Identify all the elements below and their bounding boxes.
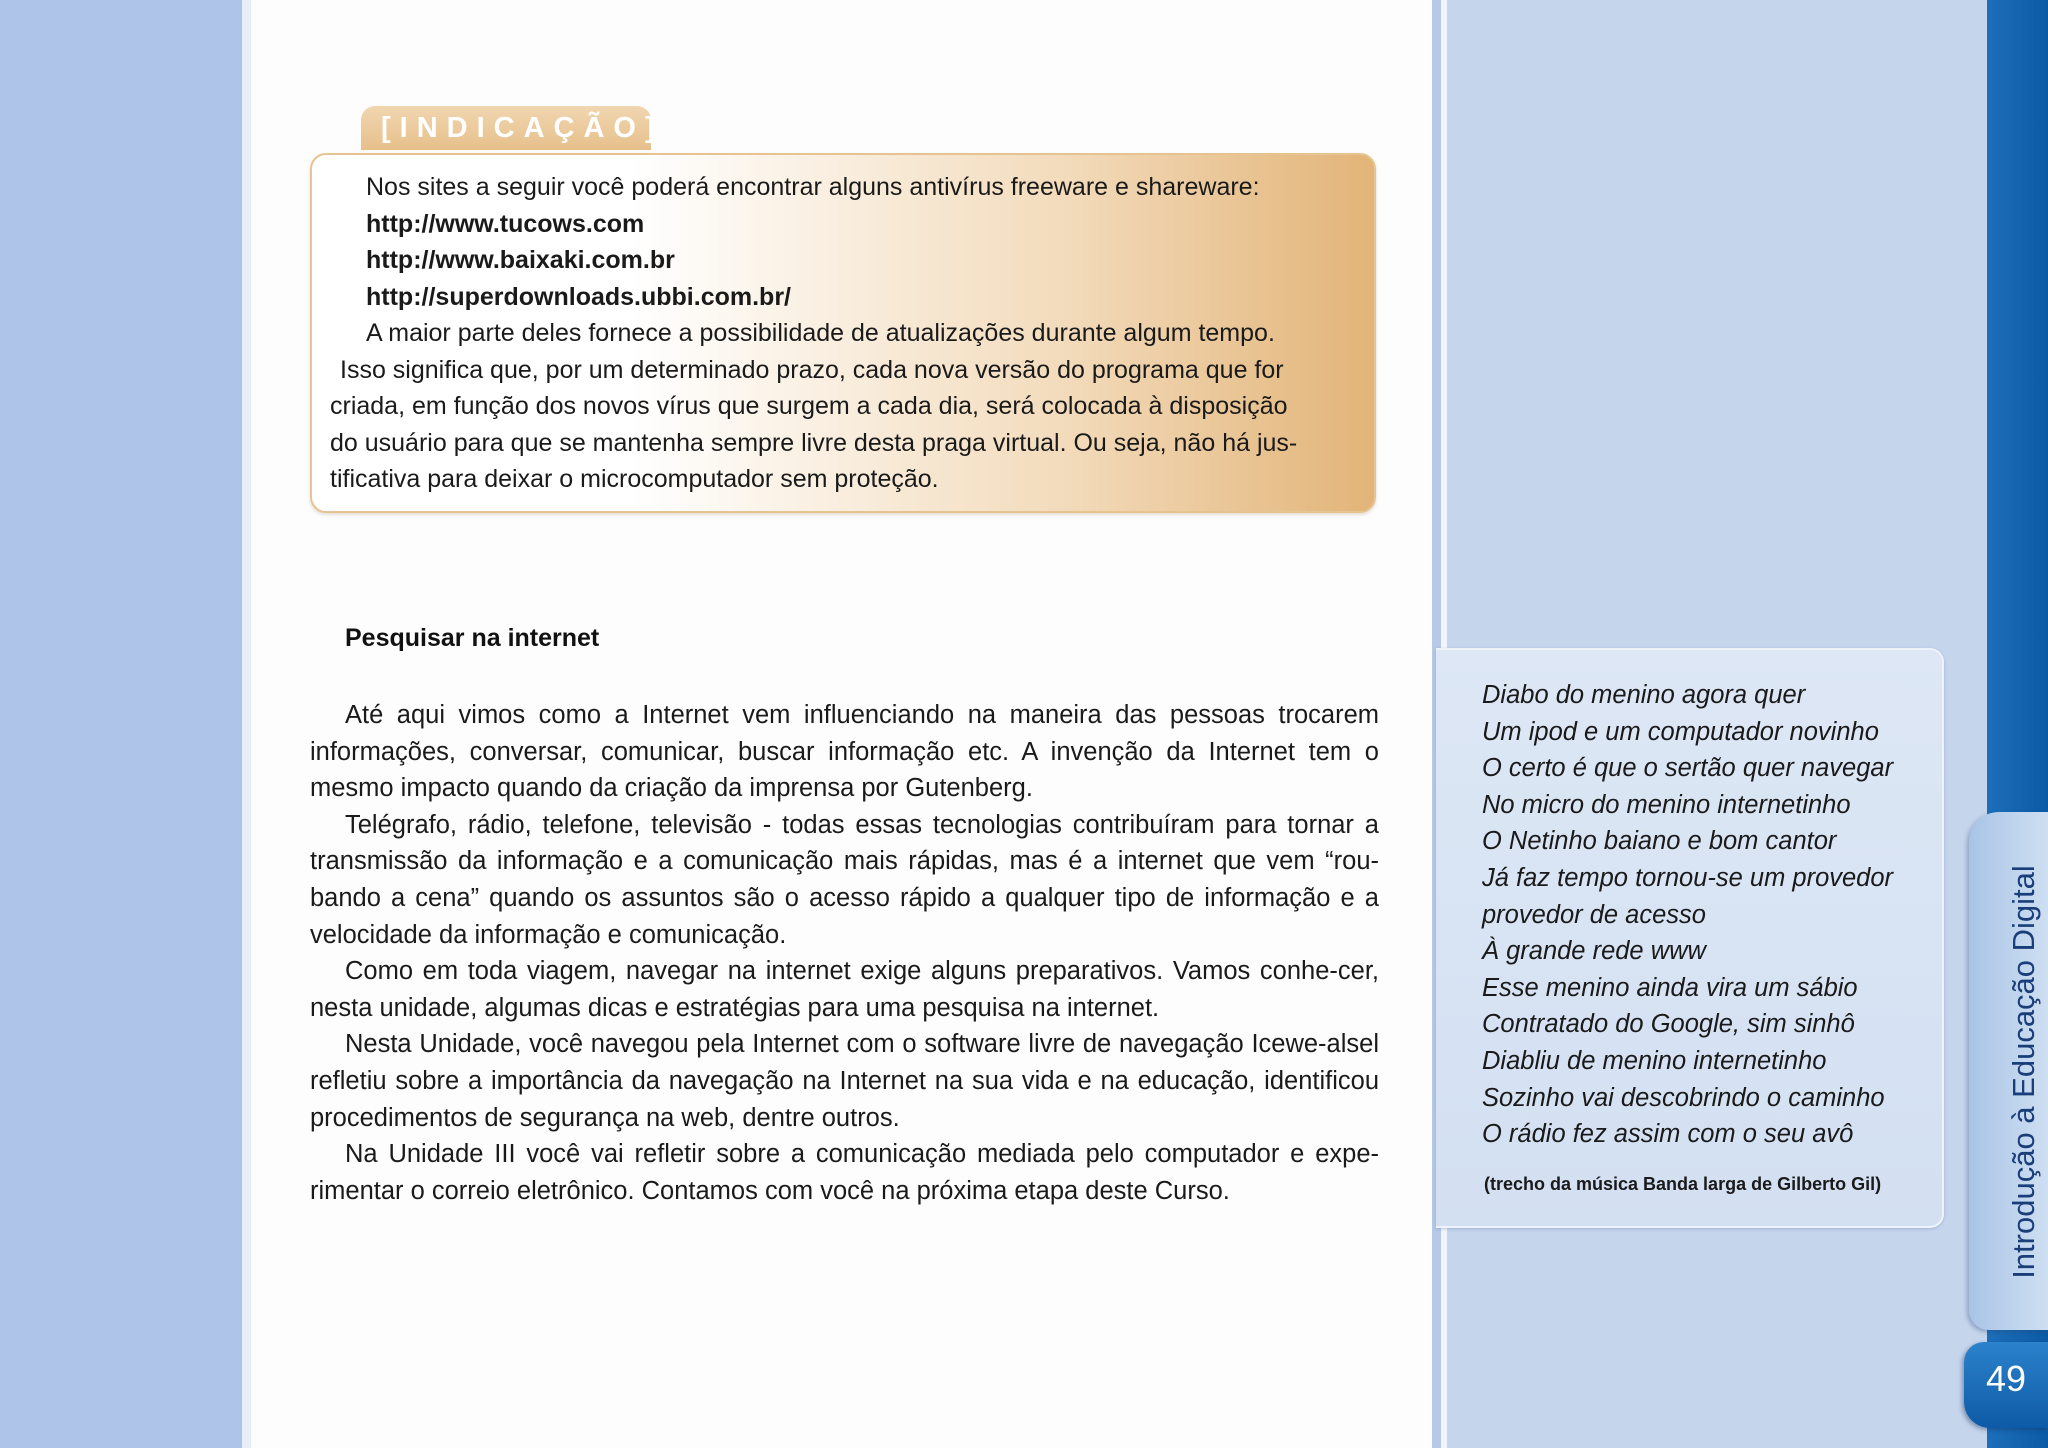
lyric-line: Diabliu de menino internetinho [1482,1046,1827,1075]
indicacao-tab-label: [INDICAÇÃO] [381,112,664,144]
lyric-line: Contratado do Google, sim sinhô [1482,1010,1855,1039]
lyric-line: Já faz tempo tornou-se um provedor [1482,863,1894,892]
indicacao-body-line: Isso significa que, por um determinado prazo, cada nova versão do programa que for [340,355,1284,384]
lyric-line: O Netinho baiano e bom cantor [1482,827,1837,856]
book-title-vertical: Introdução à Educação Digital [2006,865,2041,1279]
indicacao-tab [361,106,664,150]
page-number: 49 [1986,1358,2027,1399]
lyric-line: Um ipod e um computador novinho [1482,717,1879,746]
article-paragraph: Na Unidade III você vai refletir sobre a comunicação mediada pelo computador e expe-rimentar o correio eletrônico. Contamos com você na próxima etapa deste Curso. [310,1140,1379,1205]
indicacao-body-line: do usuário para que se mantenha sempre livre desta praga virtual. Ou seja, não há jus- [330,428,1298,457]
article-body [310,697,1379,1209]
section-title: Pesquisar na internet [345,624,600,652]
lyric-line: Diabo do menino agora quer [1482,681,1806,709]
indicacao-content [330,169,1360,498]
site-link-tucows[interactable]: http://www.tucows.com [366,209,645,238]
lyrics-credit: (trecho da música Banda larga de Gilberto Gil) [1484,1174,1882,1194]
lyric-line: Esse menino ainda vira um sábio [1482,973,1858,1002]
lyric-line: provedor de acesso [1482,900,1706,929]
site-link-superdownloads[interactable]: http://superdownloads.ubbi.com.br/ [366,282,791,311]
indicacao-intro: Nos sites a seguir você poderá encontrar alguns antivírus freeware e shareware: [366,173,1260,201]
lyric-line: O certo é que o sertão quer navegar [1482,754,1894,783]
indicacao-body-line: criada, em função dos novos vírus que surgem a cada dia, será colocada à disposição [330,392,1288,420]
indicacao-body-line: A maior parte deles fornece a possibilidade de atualizações durante algum tempo. [366,319,1275,347]
lyric-line: O rádio fez assim com o seu avô [1482,1120,1854,1149]
indicacao-body-line: tificativa para deixar o microcomputador sem proteção. [330,465,939,493]
article-paragraph: Nesta Unidade, você navegou pela Internet com o software livre de navegação Icewe-alsel refletiu sobre a importância da navegação na Internet na sua vida e na educação, identificou procedimentos de segurança na web, dentre outros. [310,1030,1379,1132]
article-paragraph: Até aqui vimos como a Internet vem influenciando na maneira das pessoas trocarem informações, conversar, comunicar, buscar informação etc. A invenção da Internet tem o mesmo impacto quando da criação da imprensa por Gutenberg. [310,701,1379,803]
left-margin-stripe [242,0,251,1448]
article-paragraph: Telégrafo, rádio, telefone, televisão - todas essas tecnologias contribuíram para tornar a transmissão da informação e a comunicação mais rápidas, mas é a internet que vem “rou-bando a cena” quando os assuntos são o acesso rápido a qualquer tipo de informação e a velocidade da informação e comunicação. [310,810,1379,949]
lyric-line: À grande rede www [1482,937,1706,966]
lyrics-text [1482,677,1942,1153]
article-paragraph: Como em toda viagem, navegar na internet exige alguns preparativos. Vamos conhe-cer, nesta unidade, algumas dicas e estratégias para uma pesquisa na internet. [310,957,1379,1022]
lyric-line: Sozinho vai descobrindo o caminho [1482,1083,1885,1112]
lyric-line: No micro do menino internetinho [1482,790,1851,819]
left-margin-band [0,0,242,1448]
site-link-baixaki[interactable]: http://www.baixaki.com.br [366,246,675,274]
